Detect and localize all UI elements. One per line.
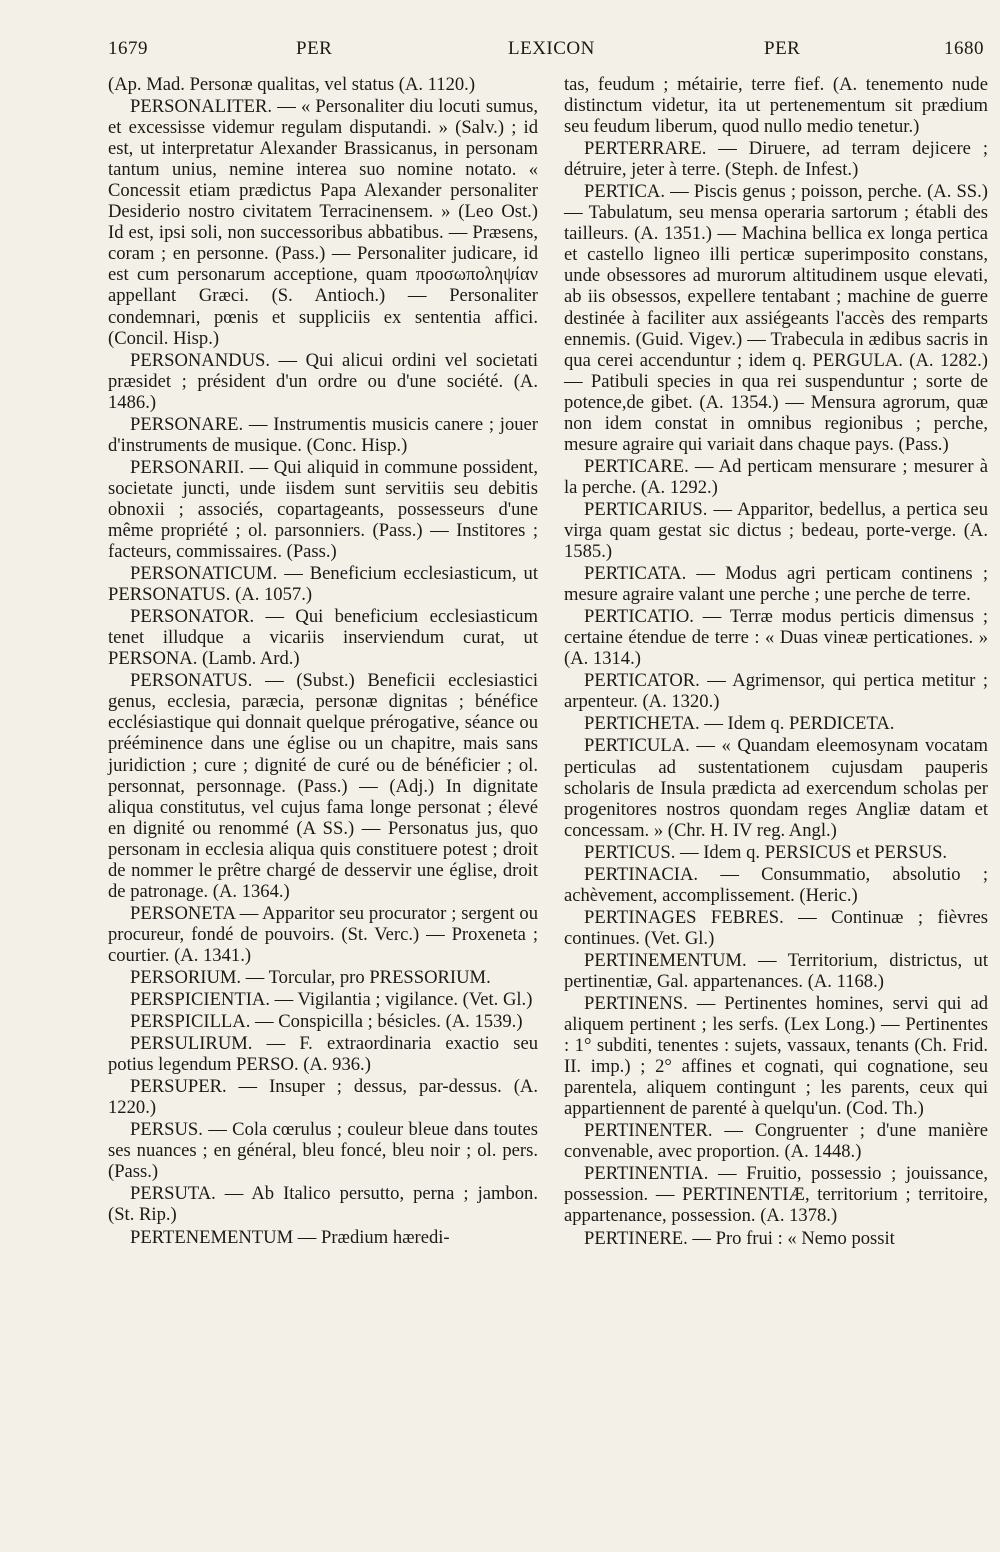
dictionary-entry: PERSORIUM. — Torcular, pro PRESSORIUM. [130,966,491,988]
dictionary-entry: PERTERRARE. — Diruere, ad terram dejicere ; détruire, jeter à terre. (Steph. de Infest.) [564,138,988,181]
running-head [108,38,984,68]
dictionary-entry: PERSUPER. — Insuper ; dessus, par-dessus. (A. 1220.) [108,1076,538,1119]
dictionary-entry: PERTICUS. — Idem q. PERSICUS et PERSUS. [584,841,948,863]
dictionary-entry: PERSONALITER. — « Personaliter diu locuti sumus, et excessisse videmur regulam disputandi. » (Salv.) ; id est, ut interpretatur Alexander Brassicanus, in personam tantum unius, nemine interea suo nomine notato. « Concessit etiam prædictus Papa Alexander personaliter Desiderio nostro civitatem Terracinensem. » (Leo Ost.) Id est, ipsi soli, non successoribus abbatibus. — Præsens, coram ; en personne. (Pass.) — Personaliter judicare, id est cum personarum acceptione, quam προσωποληψίαν appellant Græci. (S. Antioch.) — Personaliter condemnari, pœnis et suppliciis ex sententia affici. (Concil. Hisp.) [108,96,538,349]
dictionary-entry: PERSPICIENTIA. — Vigilantia ; vigilance. (Vet. Gl.) [130,989,533,1011]
dictionary-entry: tas, feudum ; métairie, terre fief. (A. tenemento nude distinctum videtur, ita ut pertenementum sit prædium seu feudum liberum, quod nullo medio tenetur.) [564,74,988,138]
dictionary-entry: PERTICATA. — Modus agri perticam continens ; mesure agraire valant une perche ; une perche de terre. [564,563,988,606]
dictionary-entry: PERTICATOR. — Agrimensor, qui pertica metitur ; arpenteur. (A. 1320.) [564,670,988,713]
dictionary-entry: PERSONATOR. — Qui beneficium ecclesiasticum tenet illudque a vicariis inserviendum curat, ut PERSONA. (Lamb. Ard.) [108,606,538,670]
left-column [108,74,538,1248]
dictionary-entry: PERTICULA. — « Quandam eleemosynam vocatam perticulas ad sustentationem cujusdam pauperis scholaris de Insula prædicta ad exercendum scholas per progenitores nostros quondam reges Angliæ datam et concessam. » (Chr. H. IV reg. Angl.) [564,735,988,841]
dictionary-entry: PERSONARE. — Instrumentis musicis canere ; jouer d'instruments de musique. (Conc. Hisp.) [108,413,538,456]
page-title: LEXICON [508,38,595,59]
dictionary-entry: PERTICHETA. — Idem q. PERDICETA. [584,713,895,735]
dictionary-entry: PERSONARII. — Qui aliquid in commune possident, societate juncti, unde iisdem sunt servitiis seu debitis obnoxii ; associés, copartageants, possesseurs d'une même propriété ; ol. parsonniers. (Pass.) — Institores ; facteurs, commissaires. (Pass.) [108,456,538,563]
dictionary-entry: PERTINEMENTUM. — Territorium, districtus, ut pertinentiæ, Gal. appartenances. (A. 1168.) [564,949,988,992]
dictionary-entry: PERTINENS. — Pertinentes homines, servi qui ad aliquem pertinent ; les serfs. (Lex Long.) — Pertinentes : 1° subditi, tenentes : sujets, vassaux, tenants (Ch. Frid. II. imp.) ; 2° affines et cognati, qui cognatione, seu parentela, aliquem contingunt ; les parents, ceux qui appartiennent de parenté à quelqu'un. (Cod. Th.) [564,993,988,1120]
dictionary-entry: PERTICARE. — Ad perticam mensurare ; mesurer à la perche. (A. 1292.) [564,455,988,498]
dictionary-entry: PERTINENTIA. — Fruitio, possessio ; jouissance, possession. — PERTINENTIÆ, territorium ; territoire, appartenance, possession. (A. 1378.) [564,1163,988,1227]
dictionary-entry: PERSONATICUM. — Beneficium ecclesiasticum, ut PERSONATUS. (A. 1057.) [108,563,538,606]
right-page-number: 1680 [944,38,984,59]
dictionary-entry: PERTINERE. — Pro frui : « Nemo possit [584,1227,895,1249]
left-headword: PER [296,38,333,59]
dictionary-entry: PERTENEMENTUM — Prædium hæredi- [130,1226,450,1248]
dictionary-entry: PERTICATIO. — Terræ modus perticis dimensus ; certaine étendue de terre : « Duas vineæ perticationes. » (A. 1314.) [564,606,988,670]
dictionary-entry: PERSUS. — Cola cœrulus ; couleur bleue dans toutes ses nuances ; en général, bleu foncé, bleu noir ; ol. pers. (Pass.) [108,1119,538,1183]
left-page-number: 1679 [108,38,148,59]
dictionary-entry: (Ap. Mad. Personæ qualitas, vel status (A. 1120.) [108,74,476,95]
dictionary-entry: PERSPICILLA. — Conspicilla ; bésicles. (A. 1539.) [130,1011,523,1033]
dictionary-entry: PERTICARIUS. — Apparitor, bedellus, a pertica seu virga quam gestat sic dictus ; bedeau, porte-verge. (A. 1585.) [564,498,988,563]
dictionary-entry: PERSULIRUM. — F. extraordinaria exactio seu potius legendum PERSO. (A. 936.) [108,1033,538,1076]
dictionary-entry: PERSONETA — Apparitor seu procurator ; sergent ou procureur, fondé de pouvoirs. (St. Verc.) — Proxeneta ; courtier. (A. 1341.) [108,902,538,966]
dictionary-entry: PERTINAGES FEBRES. — Continuæ ; fièvres continues. (Vet. Gl.) [564,906,988,949]
dictionary-entry: PERSONATUS. — (Subst.) Beneficii ecclesiastici genus, ecclesia, paræcia, personæ dignitas ; bénéfice ecclésiastique qui donnait quelque prérogative, séance ou prééminence dans une église ou un chapitre, mais sans juridiction ; cure ; dignité de curé ou de bénéficier ; ol. personnat, personnage. (Pass.) — (Adj.) In dignitate aliqua constitutus, vel cujus fama longe personat ; élevé en dignité ou renommé (A SS.) — Personatus jus, quo personam in ecclesia aliqua quis constituere potest ; droit de nommer le prêtre chargé de desservir une église, droit de patronage. (A. 1364.) [108,670,538,902]
dictionary-entry: PERTINENTER. — Congruenter ; d'une manière convenable, avec proportion. (A. 1448.) [564,1120,988,1163]
right-headword: PER [764,38,801,59]
dictionary-entry: PERTINACIA. — Consummatio, absolutio ; achèvement, accomplissement. (Heric.) [564,863,988,906]
right-column [564,74,988,1249]
dictionary-entry: PERTICA. — Piscis genus ; poisson, perche. (A. SS.) — Tabulatum, seu mensa operaria sartorum ; établi des tailleurs. (A. 1351.) — Machina bellica ex longa pertica et castello ligneo illi perticæ superimposito constans, unde obsessores ad murorum altitudinem usque elevati, ab iis obsessos, expellere tentabant ; machine de guerre destinée à faciliter aux assiégeants l'accès des remparts ennemis. (Guid. Vigev.) — Trabecula in ædibus sacris in qua cerei accenduntur ; idem q. PERGULA. (A. 1282.) — Patibuli species in qua rei suspenduntur ; sorte de potence,de gibet. (A. 1354.) — Mensura agrorum, quæ non idem constat in omnibus regionibus ; perche, mesure agraire qui variait dans chaque pays. (Pass.) [564,181,988,455]
dictionary-entry: PERSUTA. — Ab Italico persutto, perna ; jambon. (St. Rip.) [108,1183,538,1226]
dictionary-entry: PERSONANDUS. — Qui alicui ordini vel societati præsidet ; président d'un ordre ou d'une société. (A. 1486.) [108,349,538,413]
